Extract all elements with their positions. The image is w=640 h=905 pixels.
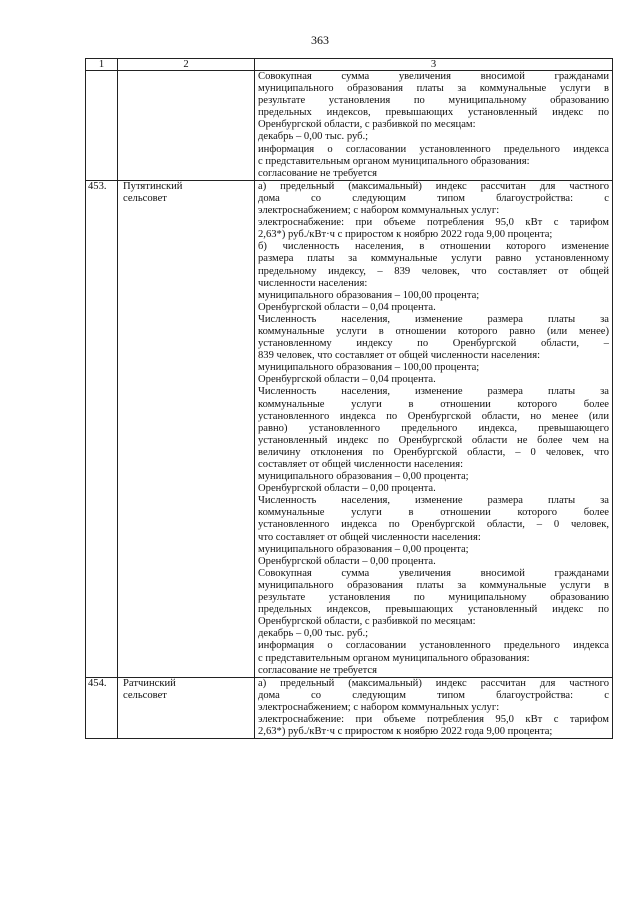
- municipality-name-line: Ратчинский: [123, 677, 176, 689]
- text-line: муниципального образования – 0,00 процента;: [258, 471, 469, 483]
- row-number: 454.: [86, 677, 118, 738]
- column-header: 1: [86, 59, 118, 71]
- text-line: муниципального образования платы за коммунальные услуги в: [258, 83, 609, 95]
- municipality-name: [118, 677, 255, 738]
- text-line: муниципального образования – 0,00 процента;: [258, 543, 469, 555]
- text-line: Оренбургской области – 0,00 процента.: [258, 555, 436, 567]
- municipality-name-line: сельсовет: [123, 689, 167, 701]
- text-line: установленного индекса по Оренбургской области, – 0 человек,: [258, 519, 609, 531]
- text-line: информация о согласовании установленного предельного индекса: [258, 640, 609, 652]
- text-line: Численность населения, изменение размера платы за: [258, 313, 609, 325]
- text-line: составляет от общей численности населения:: [258, 459, 464, 470]
- regional-index-table: [85, 58, 613, 739]
- text-line: Оренбургской области, с разбивкой по месяцам:: [258, 616, 476, 628]
- text-line: б) численность населения, в отношении которого изменение: [258, 241, 609, 253]
- text-line: согласование не требуется: [258, 167, 378, 179]
- text-line: коммунальные услуги в отношении которого равно (или менее): [258, 325, 609, 337]
- text-line: Оренбургской области – 0,00 процента.: [258, 483, 436, 495]
- text-line: а) предельный (максимальный) индекс рассчитан для частного: [258, 677, 609, 689]
- page-number: 363: [311, 33, 329, 47]
- municipality-name-line: Путятинский: [123, 180, 183, 192]
- text-line: Оренбургской области, с разбивкой по месяцам:: [258, 119, 476, 131]
- municipality-name-line: сельсовет: [123, 192, 167, 204]
- text-line: Численность населения, изменение размера платы за: [258, 495, 609, 507]
- text-line: электроснабжением; с набором коммунальных услуг:: [258, 205, 500, 217]
- text-line: а) предельный (максимальный) индекс рассчитан для частного: [258, 180, 609, 192]
- text-line: декабрь – 0,00 тыс. руб.;: [258, 131, 369, 143]
- text-line: Совокупная сумма увеличения вносимой гражданами: [258, 567, 609, 579]
- text-line: предельных индексов, превышающих установленный индекс по: [258, 604, 609, 616]
- text-line: с представительным органом муниципального образования:: [258, 155, 530, 167]
- index-description: [255, 180, 613, 677]
- text-line: Совокупная сумма увеличения вносимой гражданами: [258, 71, 609, 82]
- text-line: 2,63*) руб./кВт·ч с приростом к ноябрю 2022 года 9,00 процента;: [258, 229, 553, 241]
- text-line: электроснабжением; с набором коммунальных услуг:: [258, 701, 500, 713]
- index-description: [255, 677, 613, 738]
- text-line: электроснабжение: при объеме потребления 95,0 кВт с тарифом: [258, 713, 609, 725]
- text-line: дома со следующим типом благоустройства: с: [258, 689, 609, 701]
- text-line: предельных индексов, превышающих установленный индекс по: [258, 107, 609, 119]
- row-number: [86, 71, 118, 181]
- text-line: равно) установленного предельного индекса, превышающего: [258, 422, 609, 434]
- text-line: 839 человек, что составляет от общей численности населения:: [258, 350, 541, 362]
- text-line: коммунальные услуги в отношении которого более: [258, 398, 609, 410]
- text-line: установленный индекс по Оренбургской области не более чем на: [258, 434, 609, 446]
- text-line: размера платы за коммунальные услуги равно установленному: [258, 253, 609, 265]
- row-number: 453.: [86, 180, 118, 677]
- text-line: численности населения:: [258, 277, 368, 289]
- text-line: декабрь – 0,00 тыс. руб.;: [258, 628, 369, 640]
- table-row: [86, 180, 613, 677]
- text-line: 2,63*) руб./кВт·ч с приростом к ноябрю 2022 года 9,00 процента;: [258, 726, 553, 738]
- text-line: установленному индексу по Оренбургской области, –: [258, 338, 609, 350]
- text-line: информация о согласовании установленного предельного индекса: [258, 143, 609, 155]
- text-line: Оренбургской области – 0,04 процента.: [258, 374, 436, 386]
- table-header-row: [86, 59, 613, 71]
- text-line: электроснабжение: при объеме потребления 95,0 кВт с тарифом: [258, 217, 609, 229]
- text-line: результате установления по муниципальному образованию: [258, 592, 609, 604]
- text-line: установленного индекса по Оренбургской области, но менее (или: [258, 410, 609, 422]
- table-row: [86, 677, 613, 738]
- text-line: результате установления по муниципальному образованию: [258, 95, 609, 107]
- text-line: что составляет от общей численности населения:: [258, 531, 481, 543]
- column-header: 3: [255, 59, 613, 71]
- text-line: предельному индексу, – 839 человек, что составляет от общей: [258, 265, 609, 277]
- text-line: Оренбургской области – 0,04 процента.: [258, 301, 436, 313]
- text-line: коммунальные услуги в отношении которого более: [258, 507, 609, 519]
- column-header: 2: [118, 59, 255, 71]
- text-line: муниципального образования – 100,00 процента;: [258, 289, 480, 301]
- text-line: муниципального образования – 100,00 процента;: [258, 362, 480, 374]
- text-line: согласование не требуется: [258, 664, 378, 676]
- municipality-name: [118, 180, 255, 677]
- text-line: муниципального образования платы за коммунальные услуги в: [258, 579, 609, 591]
- table-row: [86, 71, 613, 181]
- municipality-name: [118, 71, 255, 181]
- index-description: [255, 71, 613, 181]
- text-line: величину отклонения по Оренбургской области, – 0 человек, что: [258, 446, 609, 458]
- text-line: дома со следующим типом благоустройства: с: [258, 192, 609, 204]
- text-line: с представительным органом муниципального образования:: [258, 652, 530, 664]
- text-line: Численность населения, изменение размера платы за: [258, 386, 609, 398]
